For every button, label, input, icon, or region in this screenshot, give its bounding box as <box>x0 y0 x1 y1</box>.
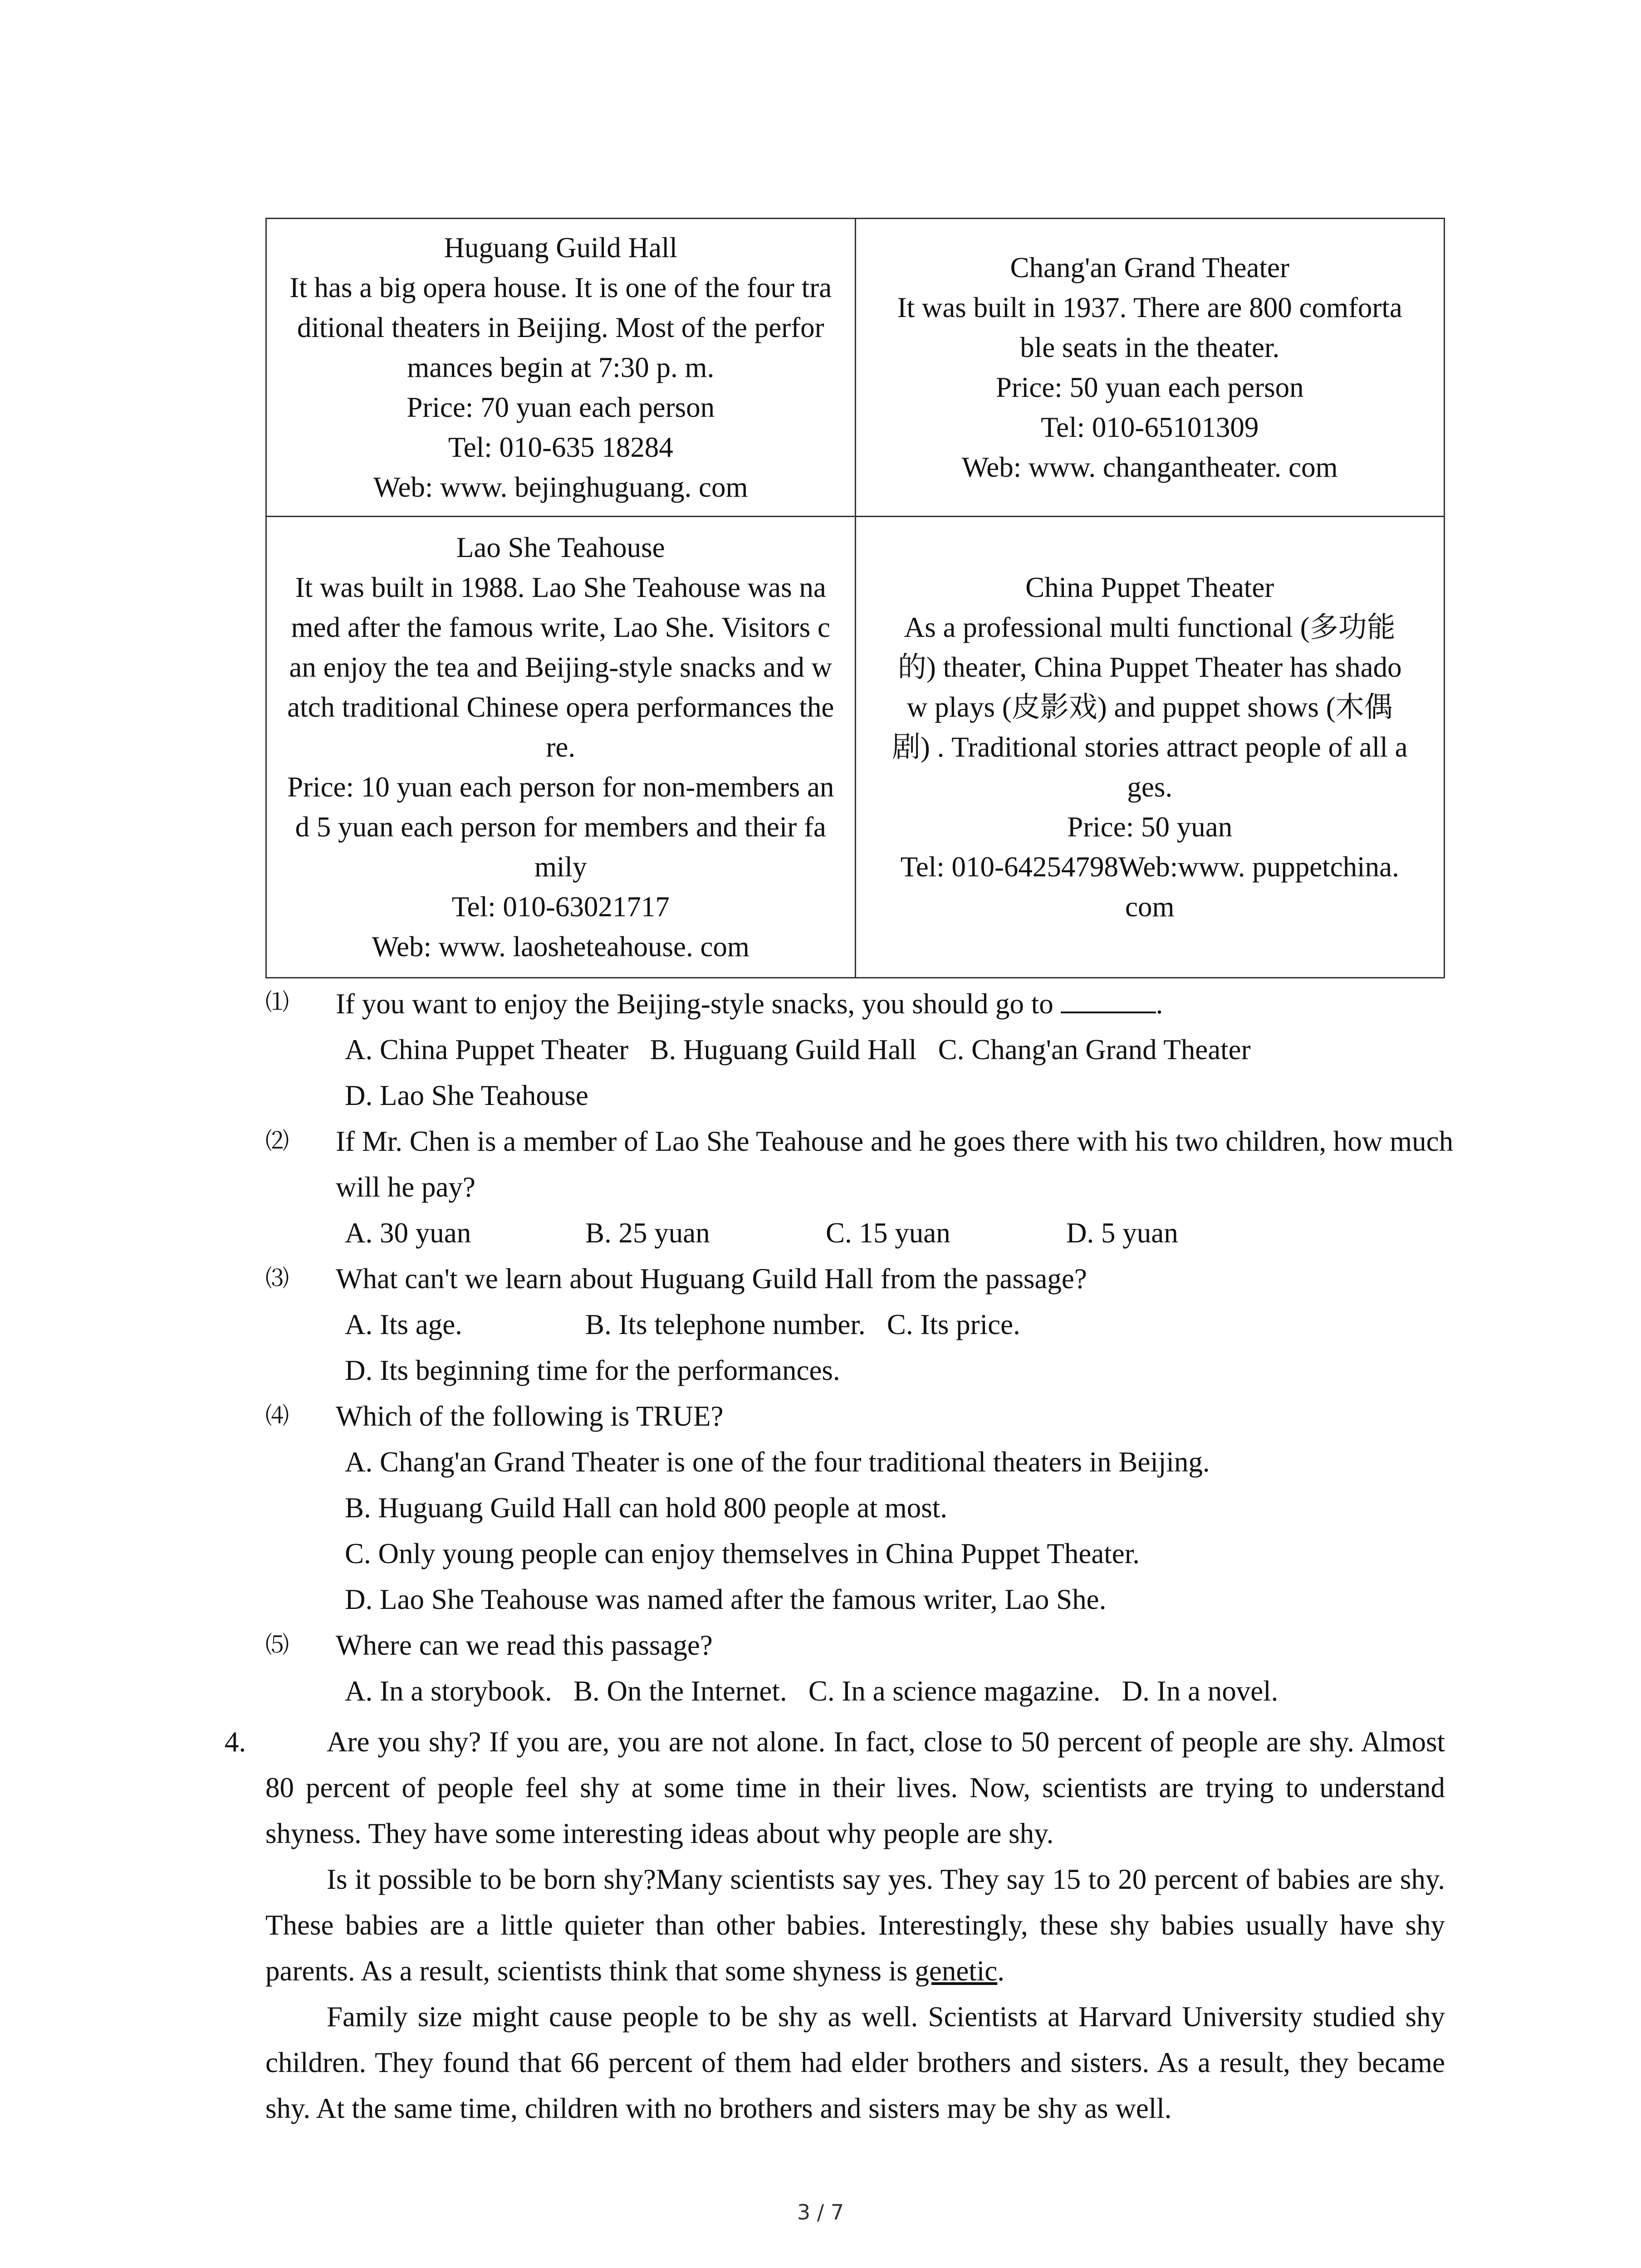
option-row <box>345 1210 1468 1256</box>
cell-line: It has a big opera house. It is one of the four tra <box>289 272 832 303</box>
option-a[interactable]: A. Its age. <box>345 1309 462 1340</box>
cell-line: Web: www. bejinghuguang. com <box>373 471 748 503</box>
cell-line: ble seats in the theater. <box>1020 332 1280 363</box>
option-d[interactable]: D. Its beginning time for the performances. <box>345 1354 840 1386</box>
question-number: ⑵ <box>265 1128 289 1155</box>
page-number: 3 / 7 <box>797 2200 844 2224</box>
option-c[interactable]: C. In a science magazine. <box>808 1675 1101 1707</box>
cell-line: Price: 10 yuan each person for non-members an <box>287 771 834 803</box>
option-a[interactable]: A. China Puppet Theater <box>345 1034 629 1066</box>
option-b[interactable]: B. Its telephone number. <box>585 1309 866 1340</box>
paragraph-text: Is it possible to be born shy?Many scientists say yes. They say 15 to 20 percent of babies are shy. These babies are a little quieter than other babies. Interestingly, these shy babies usually have shy parents. As a result, scientists think that some shyness is <box>265 1863 1445 1987</box>
cell-line: ditional theaters in Beijing. Most of the perfor <box>297 312 824 343</box>
cell-line: As a professional multi functional (多功能 <box>904 611 1396 643</box>
cell-changan-grand-theater <box>855 219 1445 517</box>
cell-line: 的) theater, China Puppet Theater has shado <box>897 651 1402 683</box>
option-a[interactable]: A. In a storybook. <box>345 1675 552 1707</box>
cell-line: Price: 50 yuan each person <box>995 371 1304 403</box>
passage-paragraph-2 <box>265 1857 1445 1994</box>
option-row <box>345 1668 1468 1714</box>
option-d[interactable]: D. In a novel. <box>1122 1675 1279 1707</box>
cell-line: Chang'an Grand Theater <box>1010 252 1289 284</box>
question-text <box>336 980 1468 1027</box>
option-b[interactable]: B. Huguang Guild Hall can hold 800 people at most. <box>345 1492 948 1524</box>
options <box>336 1027 1468 1119</box>
options <box>336 1210 1468 1256</box>
option-d[interactable]: D. Lao She Teahouse was named after the famous writer, Lao She. <box>345 1584 1107 1615</box>
cell-line: Lao She Teahouse <box>456 532 665 563</box>
cell-line: Tel: 010-635 18284 <box>448 431 673 463</box>
option-a[interactable]: A. 30 yuan <box>345 1217 471 1249</box>
option-row <box>345 1531 1468 1577</box>
options <box>336 1668 1468 1714</box>
option-c[interactable]: C. Chang'an Grand Theater <box>938 1034 1251 1066</box>
question-number: ⑴ <box>265 989 289 1016</box>
cell-line: mances begin at 7:30 p. m. <box>407 352 715 383</box>
question-2 <box>265 1119 1468 1256</box>
question-1 <box>265 980 1468 1119</box>
question-list <box>265 980 1468 1714</box>
reading-passage-4 <box>225 1719 1445 2131</box>
cell-line: Web: www. changantheater. com <box>961 451 1338 483</box>
cell-line: China Puppet Theater <box>1025 572 1274 603</box>
question-5 <box>265 1623 1468 1714</box>
question-text: Where can we read this passage? <box>336 1629 713 1661</box>
cell-lao-she-teahouse <box>266 517 856 978</box>
option-row <box>345 1027 1468 1073</box>
cell-huguang-guild-hall <box>266 219 856 517</box>
cell-line: re. <box>546 731 576 763</box>
option-d[interactable]: D. Lao She Teahouse <box>345 1080 588 1111</box>
option-a[interactable]: A. Chang'an Grand Theater is one of the four traditional theaters in Beijing. <box>345 1446 1210 1478</box>
option-row <box>345 1485 1468 1531</box>
cell-line: d 5 yuan each person for members and their fa <box>295 811 826 843</box>
option-b[interactable]: B. 25 yuan <box>585 1217 710 1249</box>
question-4 <box>265 1393 1468 1623</box>
theater-info-table <box>265 218 1445 978</box>
cell-line: Huguang Guild Hall <box>444 232 677 264</box>
question-3 <box>265 1256 1468 1393</box>
question-text-main: If you want to enjoy the Beijing-style snacks, you should go to <box>336 988 1053 1020</box>
question-text: If Mr. Chen is a member of Lao She Teahouse and he goes there with his two children, how much will he pay? <box>336 1125 1454 1203</box>
cell-line: Price: 70 yuan each person <box>407 391 715 423</box>
cell-line: ges. <box>1127 771 1173 803</box>
options <box>336 1439 1468 1623</box>
option-d[interactable]: D. 5 yuan <box>1066 1217 1178 1249</box>
option-b[interactable]: B. On the Internet. <box>573 1675 787 1707</box>
cell-line: It was built in 1937. There are 800 comforta <box>897 292 1402 323</box>
option-row <box>345 1302 1468 1348</box>
cell-line: mily <box>534 851 587 883</box>
question-number: ⑸ <box>265 1632 289 1659</box>
paragraph-text-end: . <box>997 1955 1005 1987</box>
passage-number: 4. <box>225 1726 246 1758</box>
cell-line: w plays (皮影戏) and puppet shows (木偶 <box>906 691 1393 723</box>
question-number: ⑷ <box>265 1403 289 1430</box>
cell-line: 剧) . Traditional stories attract people of all a <box>892 731 1408 763</box>
passage-paragraph-1: Are you shy? If you are, you are not alone. In fact, close to 50 percent of people are shy. Almost 80 percent of people feel shy at some time in their lives. Now, scientists are trying to understand shyness. They have some interesting ideas about why people are shy. <box>265 1726 1445 1849</box>
cell-line: Tel: 010-63021717 <box>451 891 670 923</box>
cell-line: med after the famous write, Lao She. Visitors c <box>291 611 830 643</box>
option-row <box>345 1348 1468 1393</box>
option-c[interactable]: C. Only young people can enjoy themselves in China Puppet Theater. <box>345 1538 1140 1569</box>
question-text: What can't we learn about Huguang Guild Hall from the passage? <box>336 1263 1087 1295</box>
option-b[interactable]: B. Huguang Guild Hall <box>650 1034 917 1066</box>
passage-paragraph-3: Family size might cause people to be shy as well. Scientists at Harvard University studied shy children. They found that 66 percent of them had elder brothers and sisters. As a result, they became shy. At the same time, children with no brothers and sisters may be shy as well. <box>265 2001 1445 2124</box>
cell-line: atch traditional Chinese opera performances the <box>287 691 834 723</box>
cell-line: Price: 50 yuan <box>1067 811 1233 843</box>
answer-blank[interactable] <box>1061 980 1156 1013</box>
cell-line: Tel: 010-65101309 <box>1041 411 1259 443</box>
options <box>336 1302 1468 1393</box>
underlined-word: genetic <box>915 1955 998 1987</box>
cell-line: Web: www. laosheteahouse. com <box>372 931 749 963</box>
option-row <box>345 1577 1468 1623</box>
cell-china-puppet-theater <box>855 517 1445 978</box>
cell-line: Tel: 010-64254798Web:www. puppetchina. <box>900 851 1399 883</box>
option-c[interactable]: C. Its price. <box>887 1309 1020 1340</box>
cell-line: an enjoy the tea and Beijing-style snacks and w <box>289 651 833 683</box>
question-number: ⑶ <box>265 1265 289 1292</box>
question-text: Which of the following is TRUE? <box>336 1400 724 1432</box>
cell-line: It was built in 1988. Lao She Teahouse was na <box>295 572 826 603</box>
option-c[interactable]: C. 15 yuan <box>826 1217 950 1249</box>
option-row <box>345 1439 1468 1485</box>
option-row <box>345 1073 1468 1119</box>
cell-line: com <box>1125 891 1175 923</box>
question-text-end: . <box>1156 988 1163 1020</box>
